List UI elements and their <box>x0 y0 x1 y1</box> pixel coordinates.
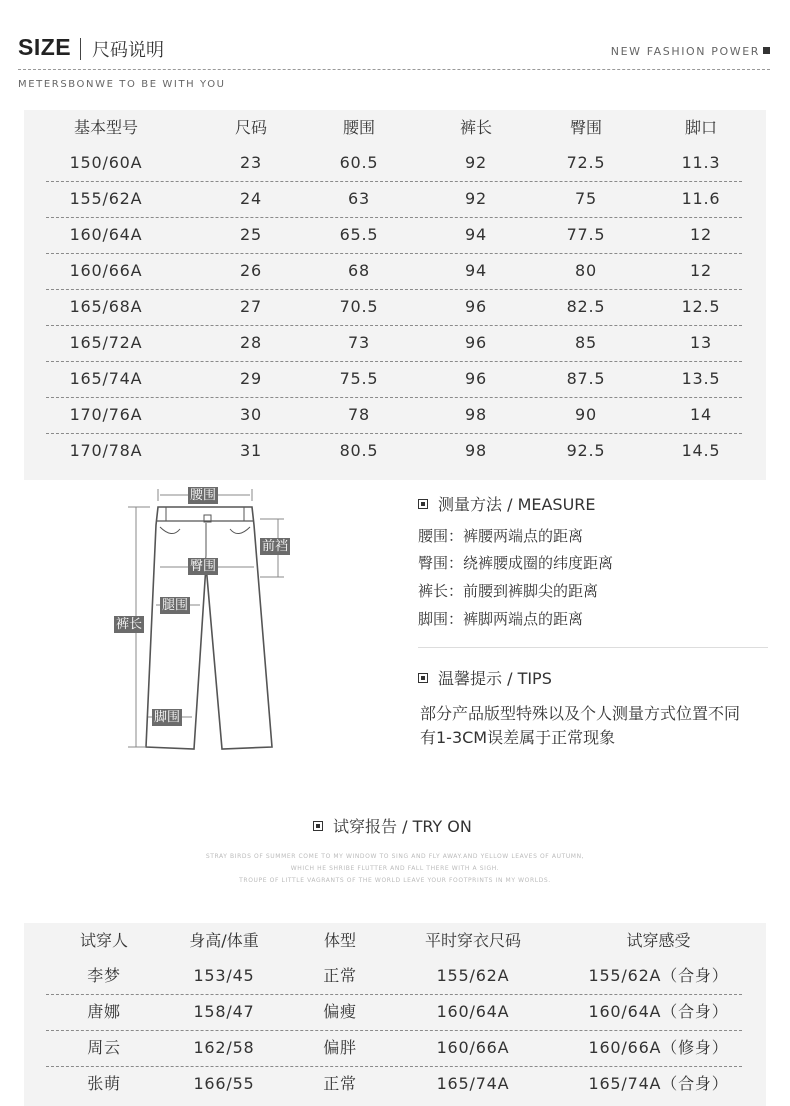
table-cell: 75.5 <box>339 369 379 388</box>
tips-line: 有1-3CM误差属于正常现象 <box>420 728 616 747</box>
header-cell: 基本型号 <box>73 118 138 137</box>
table-cell: 13 <box>690 333 712 352</box>
measure-line: 臀围：绕裤腰成圈的纬度距离 <box>418 554 614 572</box>
table-cell: 12 <box>690 225 712 244</box>
table-row <box>46 397 742 434</box>
tryon-section-title <box>313 814 472 837</box>
table-cell: 155/62A <box>69 189 143 208</box>
table-cell: 28 <box>240 333 262 352</box>
measure-line: 裤长：前腰到裤脚尖的距离 <box>418 582 599 600</box>
size-heading: SIZE <box>18 34 72 60</box>
measure-title-text: 测量方法 / MEASURE <box>438 495 596 514</box>
table-row <box>46 217 742 254</box>
heading-divider <box>80 38 81 60</box>
square-bullet-icon <box>313 821 323 831</box>
table-cell: 23 <box>240 153 262 172</box>
table-cell: 155/62A（合身） <box>588 966 729 985</box>
table-cell: 96 <box>465 297 487 316</box>
table-cell: 24 <box>240 189 262 208</box>
table-cell: 周云 <box>87 1038 121 1057</box>
table-cell: 张萌 <box>87 1074 121 1093</box>
decorative-text: TROUPE OF LITTLE VAGRANTS OF THE WORLD LEAVE YOUR FOOTPRINTS IN MY WORLDS. <box>239 877 551 884</box>
thigh-label: 腿围 <box>162 598 189 613</box>
table-cell: 94 <box>465 261 487 280</box>
header-cell: 体型 <box>323 931 356 950</box>
header-cell: 裤长 <box>459 118 492 137</box>
table-cell: 150/60A <box>69 153 143 172</box>
brand-tagline: NEW FASHION POWER <box>610 45 760 58</box>
decorative-text: STRAY BIRDS OF SUMMER COME TO MY WINDOW TO SING AND FLY AWAY.AND YELLOW LEAVES OF AUTUMN, <box>205 853 585 860</box>
length-label: 裤长 <box>116 617 143 632</box>
header-cell: 试穿人 <box>79 931 128 950</box>
table-cell: 96 <box>465 369 487 388</box>
table-cell: 165/68A <box>69 297 143 316</box>
tryon-table-header <box>46 924 742 958</box>
table-cell: 11.3 <box>681 153 721 172</box>
table-cell: 96 <box>465 333 487 352</box>
header-cell: 尺码 <box>234 118 267 137</box>
table-cell: 98 <box>465 405 487 424</box>
table-cell: 68 <box>348 261 370 280</box>
header-subtitle: METERSBONWE TO BE WITH YOU <box>18 79 226 90</box>
size-table-header <box>46 111 742 145</box>
table-cell: 165/72A <box>69 333 143 352</box>
table-cell: 92 <box>465 153 487 172</box>
table-cell: 165/74A <box>436 1074 510 1093</box>
table-cell: 80 <box>575 261 597 280</box>
hip-label: 臀围 <box>190 559 217 574</box>
table-row <box>46 1030 742 1067</box>
table-row <box>46 325 742 362</box>
square-bullet-icon <box>418 499 428 509</box>
waist-label: 腰围 <box>190 488 217 503</box>
table-cell: 14.5 <box>681 441 721 460</box>
header-cell: 试穿感受 <box>626 931 691 950</box>
table-cell: 160/66A <box>436 1038 510 1057</box>
table-cell: 153/45 <box>193 966 255 985</box>
table-row <box>46 289 742 326</box>
table-cell: 80.5 <box>339 441 379 460</box>
table-cell: 60.5 <box>339 153 379 172</box>
table-cell: 92 <box>465 189 487 208</box>
table-row <box>46 253 742 290</box>
table-cell: 11.6 <box>681 189 721 208</box>
table-cell: 29 <box>240 369 262 388</box>
table-cell: 78 <box>348 405 370 424</box>
table-cell: 87.5 <box>566 369 606 388</box>
header-cell: 脚口 <box>684 118 717 137</box>
table-cell: 27 <box>240 297 262 316</box>
tips-title-text: 温馨提示 / TIPS <box>438 669 552 688</box>
header-cell: 臀围 <box>569 118 602 137</box>
table-cell: 165/74A <box>69 369 143 388</box>
table-cell: 77.5 <box>566 225 606 244</box>
table-cell: 85 <box>575 333 597 352</box>
table-cell: 65.5 <box>339 225 379 244</box>
table-cell: 63 <box>348 189 370 208</box>
table-cell: 160/64A <box>69 225 143 244</box>
table-cell: 偏瘦 <box>323 1002 357 1021</box>
table-row <box>46 994 742 1031</box>
table-cell: 73 <box>348 333 370 352</box>
table-cell: 160/64A（合身） <box>588 1002 729 1021</box>
table-cell: 90 <box>575 405 597 424</box>
table-cell: 94 <box>465 225 487 244</box>
table-cell: 12.5 <box>681 297 721 316</box>
table-cell: 正常 <box>323 966 357 985</box>
tips-section-title <box>418 666 552 689</box>
table-cell: 160/64A <box>436 1002 510 1021</box>
table-row <box>46 145 742 182</box>
measure-line: 腰围：裤腰两端点的距离 <box>418 527 584 545</box>
table-cell: 170/78A <box>69 441 143 460</box>
hem-label: 脚围 <box>154 710 181 725</box>
table-row <box>46 1066 742 1102</box>
table-cell: 166/55 <box>193 1074 255 1093</box>
pants-diagram <box>100 485 310 755</box>
table-cell: 30 <box>240 405 262 424</box>
table-row <box>46 361 742 398</box>
table-cell: 162/58 <box>193 1038 255 1057</box>
square-icon <box>763 47 770 54</box>
measure-section-title <box>418 492 596 515</box>
header-cell: 平时穿衣尺码 <box>424 931 521 950</box>
table-cell: 李梦 <box>87 966 121 985</box>
table-cell: 160/66A（修身） <box>588 1038 729 1057</box>
tips-line: 部分产品版型特殊以及个人测量方式位置不同 <box>420 704 741 723</box>
table-row <box>46 181 742 218</box>
table-cell: 正常 <box>323 1074 357 1093</box>
table-cell: 155/62A <box>436 966 510 985</box>
table-cell: 92.5 <box>566 441 606 460</box>
table-cell: 26 <box>240 261 262 280</box>
table-cell: 14 <box>690 405 712 424</box>
table-cell: 165/74A（合身） <box>588 1074 729 1093</box>
table-cell: 98 <box>465 441 487 460</box>
measure-line: 脚围：裤脚两端点的距离 <box>418 610 584 628</box>
tryon-title-text: 试穿报告 / TRY ON <box>333 817 472 836</box>
table-row <box>46 433 742 469</box>
table-cell: 12 <box>690 261 712 280</box>
table-cell: 75 <box>575 189 597 208</box>
square-bullet-icon <box>418 673 428 683</box>
table-cell: 158/47 <box>193 1002 255 1021</box>
table-cell: 82.5 <box>566 297 606 316</box>
table-cell: 13.5 <box>681 369 721 388</box>
table-cell: 70.5 <box>339 297 379 316</box>
decorative-text: WHICH HE SHRIBE FLUTTER AND FALL THERE WITH A SIGH. <box>290 865 500 872</box>
page-title: 尺码说明 <box>92 40 164 61</box>
table-cell: 31 <box>240 441 262 460</box>
table-row <box>46 958 742 995</box>
table-cell: 170/76A <box>69 405 143 424</box>
rise-label: 前裆 <box>262 539 289 554</box>
header-cell: 腰围 <box>342 118 375 137</box>
table-cell: 72.5 <box>566 153 606 172</box>
section-divider <box>418 647 768 648</box>
table-cell: 偏胖 <box>323 1038 357 1057</box>
header-dashed-line <box>18 69 770 70</box>
table-cell: 唐娜 <box>87 1002 121 1021</box>
table-cell: 25 <box>240 225 262 244</box>
table-cell: 160/66A <box>69 261 143 280</box>
header-cell: 身高/体重 <box>189 931 259 950</box>
